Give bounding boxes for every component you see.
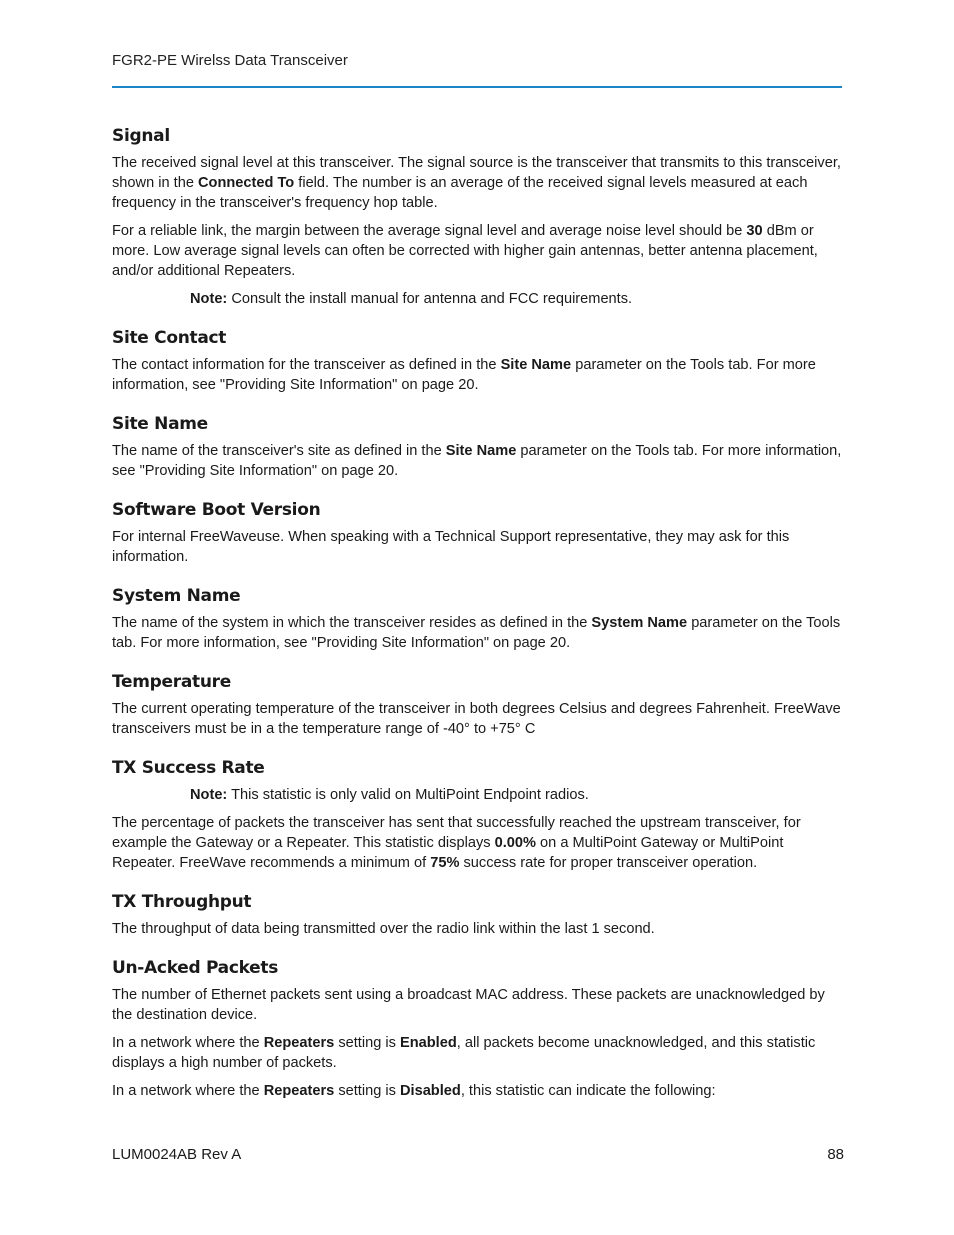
footer-doc-id: LUM0024AB Rev A: [112, 1146, 242, 1163]
section-heading: TX Throughput: [112, 892, 252, 912]
paragraph: The contact information for the transceiver as defined in the Site Name parameter on the Tools tab. For more information, see "Providing Site Information" on page 20.: [112, 357, 816, 393]
section-tx-throughput: [112, 892, 842, 939]
running-header: FGR2-PE Wirelss Data Transceiver: [112, 52, 348, 69]
bold-term: Site Name: [500, 357, 572, 373]
section-heading: Site Contact: [112, 328, 227, 348]
section-un-acked-packets: [112, 958, 842, 1101]
section-heading: Software Boot Version: [112, 500, 321, 520]
paragraph: For a reliable link, the margin between the average signal level and average noise level should be 30 dBm or more. Low average signal levels can often be corrected with higher gain antennas, better antenna placement, and/or additional Repeaters.: [112, 223, 818, 279]
section-software-boot-version: [112, 500, 842, 567]
bold-term: 75%: [430, 855, 460, 871]
paragraph: The name of the transceiver's site as defined in the Site Name parameter on the Tools tab. For more information, see "Providing Site Information" on page 20.: [112, 443, 842, 479]
section-heading: Un-Acked Packets: [112, 958, 279, 978]
section-heading: Signal: [112, 126, 170, 146]
bold-term: Disabled: [399, 1083, 461, 1099]
bold-term: System Name: [591, 615, 688, 631]
bold-term: 30: [746, 223, 763, 239]
section-signal: [112, 126, 842, 309]
section-heading: TX Success Rate: [112, 758, 265, 778]
paragraph: The received signal level at this transceiver. The signal source is the transceiver that transmits to this transceiver, shown in the Connected To field. The number is an average of the received signal levels measured at each frequency in the transceiver's frequency hop table.: [112, 155, 841, 211]
section-heading: Temperature: [112, 672, 231, 692]
bold-term: Site Name: [445, 443, 517, 459]
paragraph: The name of the system in which the transceiver resides as defined in the System Name parameter on the Tools tab. For more information, see "Providing Site Information" on page 20.: [112, 615, 841, 651]
bold-term: 0.00%: [494, 835, 536, 851]
header-rule: [112, 86, 842, 88]
paragraph: The throughput of data being transmitted over the radio link within the last 1 second.: [112, 921, 655, 937]
section-heading: System Name: [112, 586, 241, 606]
note: Note: This statistic is only valid on MultiPoint Endpoint radios.: [190, 787, 589, 803]
bold-term: Connected To: [198, 175, 295, 191]
section-tx-success-rate: [112, 758, 842, 873]
paragraph: In a network where the Repeaters setting is Disabled, this statistic can indicate the following:: [112, 1083, 716, 1099]
bold-term: Repeaters: [263, 1083, 335, 1099]
section-system-name: [112, 586, 842, 653]
page-content: [112, 126, 842, 1120]
paragraph: The percentage of packets the transceiver has sent that successfully reached the upstream transceiver, for example the Gateway or a Repeater. This statistic displays 0.00% on a MultiPoint Gateway or MultiPoint Repeater. FreeWave recommends a minimum of 75% success rate for proper transceiver operation.: [112, 815, 801, 871]
paragraph: The number of Ethernet packets sent using a broadcast MAC address. These packets are unacknowledged by the destination device.: [112, 987, 825, 1023]
bold-term: Enabled: [399, 1035, 457, 1051]
note-label: Note:: [190, 291, 228, 307]
section-heading: Site Name: [112, 414, 208, 434]
note-label: Note:: [190, 787, 228, 803]
bold-term: Repeaters: [263, 1035, 335, 1051]
section-temperature: [112, 672, 842, 739]
footer-page-number: 88: [827, 1146, 844, 1163]
note: Note: Consult the install manual for antenna and FCC requirements.: [190, 291, 633, 307]
paragraph: The current operating temperature of the transceiver in both degrees Celsius and degrees Fahrenheit. FreeWave transceivers must be in a the temperature range of -40° to +75° C: [112, 701, 841, 737]
section-site-contact: [112, 328, 842, 395]
paragraph: For internal FreeWaveuse. When speaking with a Technical Support representative, they may ask for this information.: [112, 529, 790, 565]
section-site-name: [112, 414, 842, 481]
paragraph: In a network where the Repeaters setting is Enabled, all packets become unacknowledged, and this statistic displays a high number of packets.: [112, 1035, 816, 1071]
